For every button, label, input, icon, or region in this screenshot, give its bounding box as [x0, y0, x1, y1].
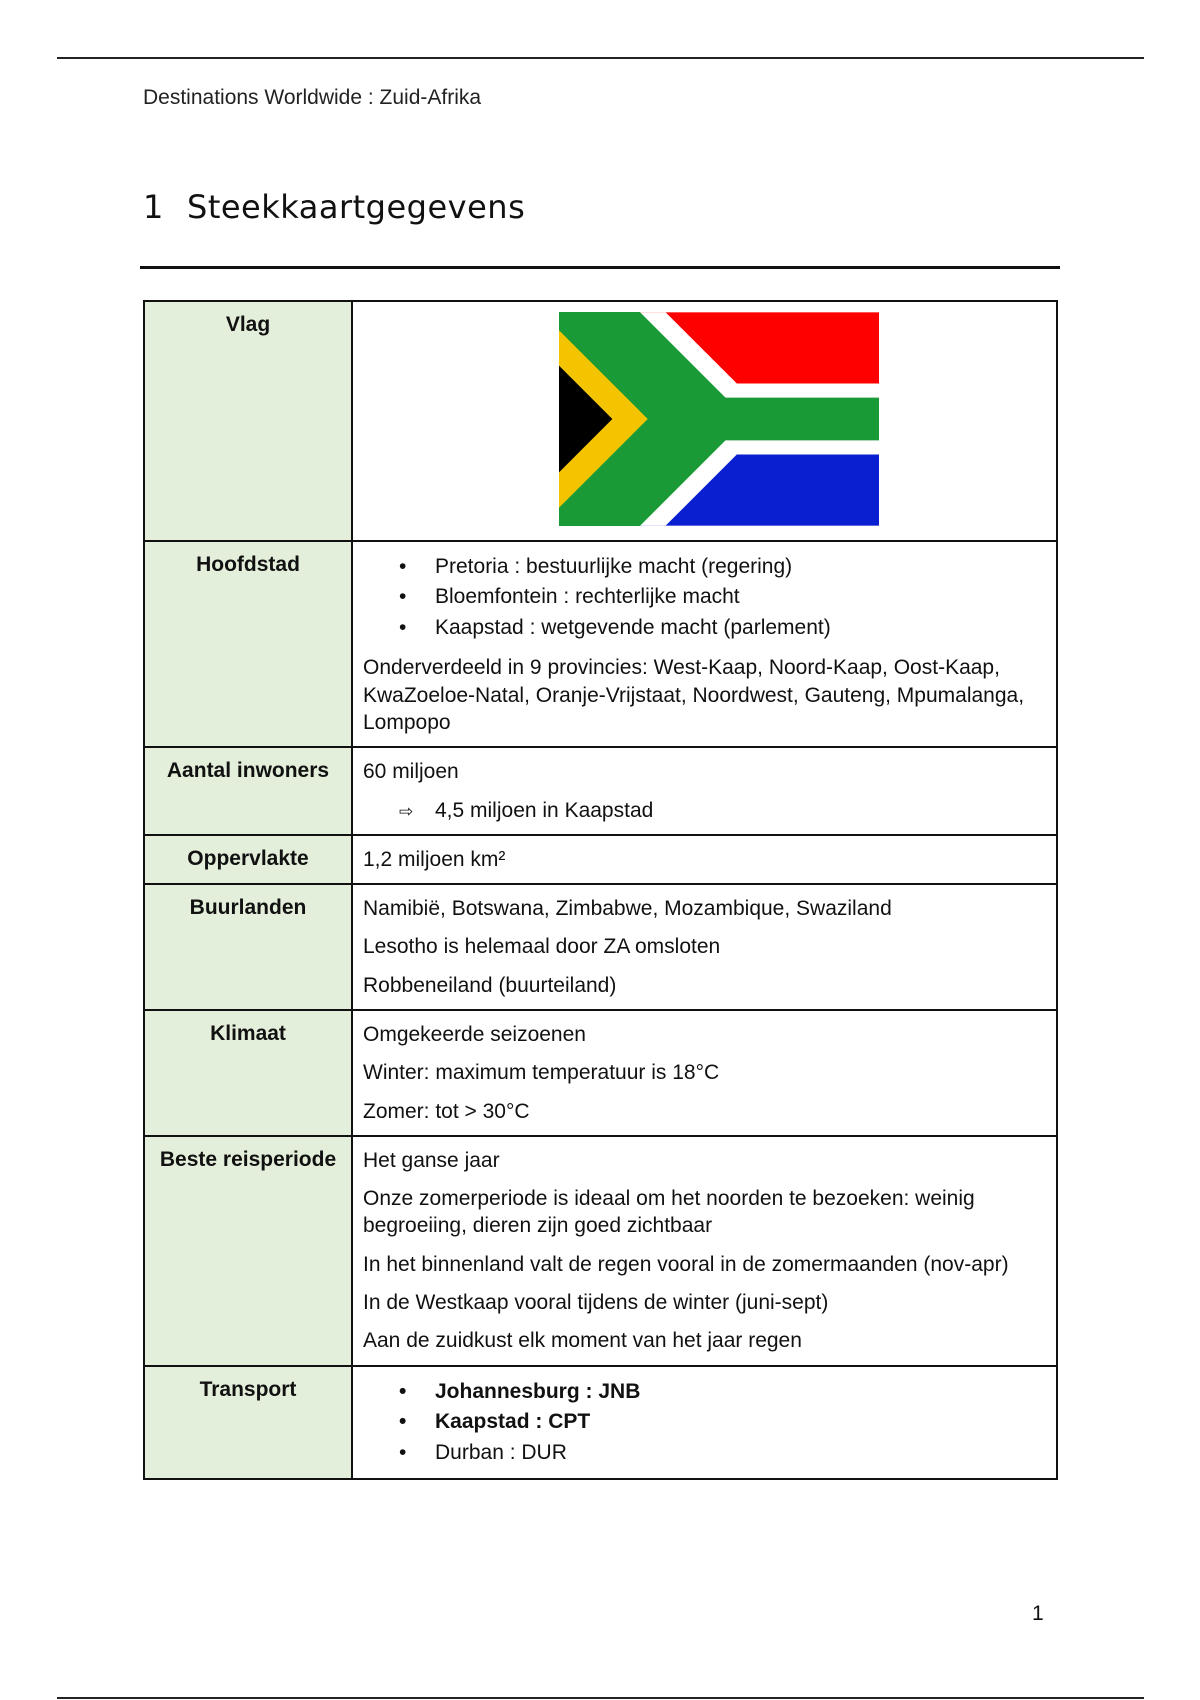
- label-capital: Hoofdstad: [144, 541, 352, 747]
- neighbours-line: Robbeneiland (buurteiland): [363, 973, 617, 997]
- row-area: [144, 835, 1057, 884]
- travel-period-cell: [352, 1136, 1057, 1366]
- population-cell: [352, 747, 1057, 835]
- population-sub-text: 4,5 miljoen in Kaapstad: [435, 798, 654, 822]
- provinces-note: Onderverdeeld in 9 provincies: West-Kaap, Noord-Kaap, Oost-Kaap, KwaZoeloe-Natal, Oranje-Vrijstaat, Noordwest, Gauteng, Mpumalanga, Lompopo: [363, 656, 1025, 734]
- page-bottom-rule: [57, 1697, 1144, 1699]
- travel-line: Het ganse jaar: [363, 1148, 500, 1172]
- list-item: • Bloemfontein : rechterlijke macht: [363, 582, 1046, 612]
- page-top-rule: [57, 57, 1144, 59]
- area-cell: [352, 835, 1057, 884]
- row-transport: [144, 1366, 1057, 1479]
- population-sub: [363, 797, 1046, 824]
- list-item: • Johannesburg : JNB: [363, 1377, 1046, 1407]
- population-value: 60 miljoen: [363, 760, 459, 784]
- document-header: Destinations Worldwide : Zuid-Afrika: [143, 86, 482, 109]
- climate-line: Winter: maximum temperatuur is 18°C: [363, 1061, 720, 1085]
- label-neighbours: Buurlanden: [144, 884, 352, 1010]
- arrow-right-icon: ⇨: [399, 801, 414, 821]
- label-transport: Transport: [144, 1366, 352, 1479]
- transport-cell: [352, 1366, 1057, 1479]
- flag-cell: [352, 301, 1057, 541]
- label-flag: Vlag: [144, 301, 352, 541]
- fact-sheet-table: [143, 300, 1058, 1480]
- capital-cell: [352, 541, 1057, 747]
- section-title: Steekkaartgegevens: [187, 188, 526, 226]
- label-climate: Klimaat: [144, 1010, 352, 1136]
- section-heading: [143, 188, 525, 226]
- page-number: 1: [1032, 1602, 1044, 1625]
- heading-underline: [140, 266, 1060, 269]
- climate-cell: [352, 1010, 1057, 1136]
- neighbours-line: Lesotho is helemaal door ZA omsloten: [363, 935, 721, 959]
- area-value: 1,2 miljoen km²: [363, 847, 506, 871]
- south-africa-flag-image: [559, 312, 879, 526]
- label-population: Aantal inwoners: [144, 747, 352, 835]
- label-travel-period: Beste reisperiode: [144, 1136, 352, 1366]
- row-climate: [144, 1010, 1057, 1136]
- row-travel-period: [144, 1136, 1057, 1366]
- travel-line: Aan de zuidkust elk moment van het jaar regen: [363, 1329, 802, 1353]
- list-item: • Kaapstad : CPT: [363, 1407, 1046, 1437]
- neighbours-line: Namibië, Botswana, Zimbabwe, Mozambique, Swaziland: [363, 897, 892, 921]
- travel-line: Onze zomerperiode is ideaal om het noorden te bezoeken: weinig begroeiing, dieren zijn goed zichtbaar: [363, 1187, 975, 1238]
- label-area: Oppervlakte: [144, 835, 352, 884]
- travel-line: In de Westkaap vooral tijdens de winter (juni-sept): [363, 1291, 829, 1315]
- list-item: • Pretoria : bestuurlijke macht (regering): [363, 552, 1046, 582]
- travel-line: In het binnenland valt de regen vooral in de zomermaanden (nov-apr): [363, 1252, 1009, 1276]
- section-number: 1: [143, 188, 164, 226]
- row-population: [144, 747, 1057, 835]
- row-neighbours: [144, 884, 1057, 1010]
- capital-list: [363, 552, 1046, 643]
- row-capital: [144, 541, 1057, 747]
- climate-line: Omgekeerde seizoenen: [363, 1022, 586, 1046]
- neighbours-cell: [352, 884, 1057, 1010]
- list-item: • Durban : DUR: [363, 1438, 1046, 1468]
- row-flag: [144, 301, 1057, 541]
- transport-list: [363, 1377, 1046, 1468]
- list-item: • Kaapstad : wetgevende macht (parlement): [363, 613, 1046, 643]
- climate-line: Zomer: tot > 30°C: [363, 1099, 530, 1123]
